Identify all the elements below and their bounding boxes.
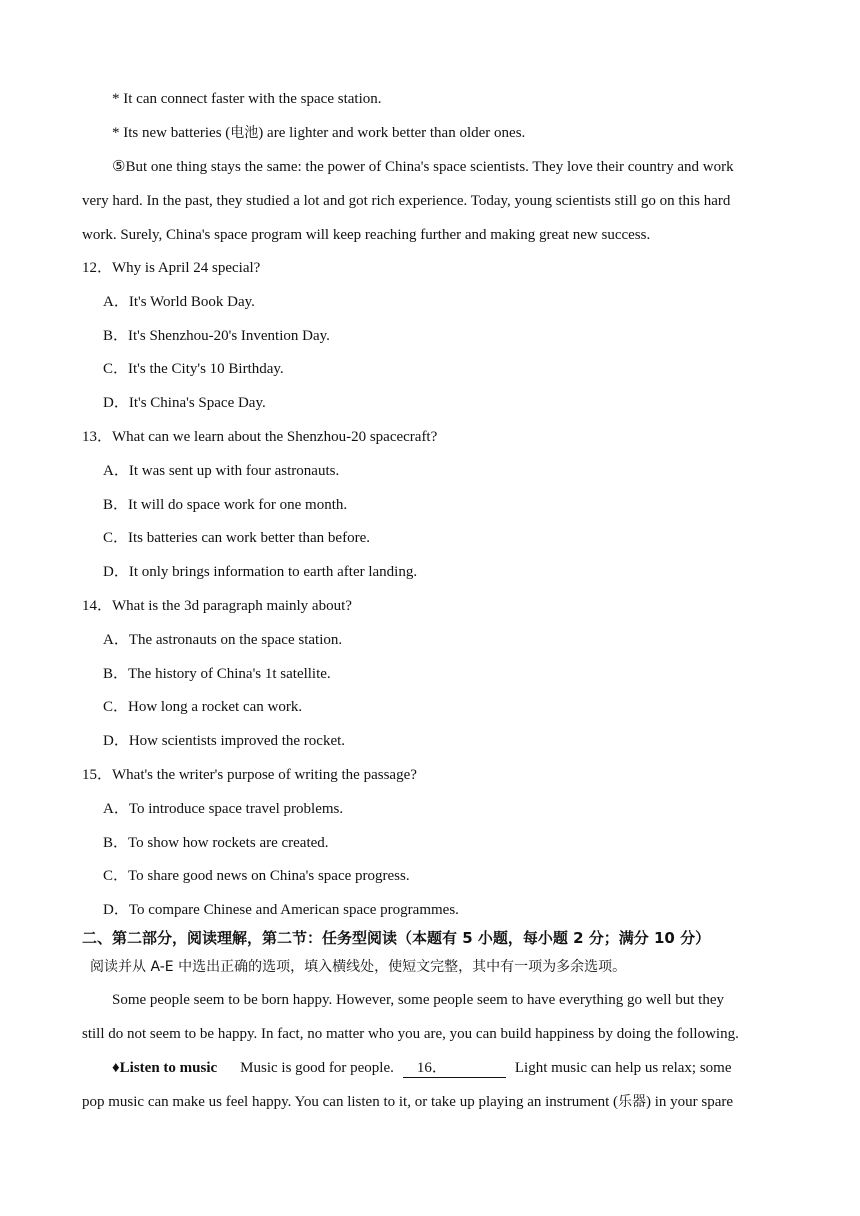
answer-option: A．The astronauts on the space station. (103, 632, 343, 648)
bullet-point (112, 89, 381, 109)
question-stem: 12．Why is April 24 special? (82, 260, 261, 276)
bullet-point (112, 123, 525, 143)
answer-option: B．The history of China's 1t satellite. (103, 666, 331, 682)
paragraph-line: still do not seem to be happy. In fact, no matter who you are, you can build happiness by doing the following. (82, 1026, 739, 1042)
answer-blank-16[interactable] (403, 1059, 506, 1078)
answer-option: A．It's World Book Day. (103, 294, 255, 310)
paragraph-line: Some people seem to be born happy. However, some people seem to have everything go well but they (112, 992, 725, 1008)
tip-text: Light music can help us relax; some (514, 1060, 732, 1076)
paragraph-line (82, 1092, 733, 1112)
section-heading: 二、第二部分，阅读理解，第二节：任务型阅读（本题有 5 小题，每小题 2 分；满分 10 分） (82, 929, 711, 947)
answer-option: B．It's Shenzhou-20's Invention Day. (103, 328, 330, 344)
question-stem: 13．What can we learn about the Shenzhou-20 spacecraft? (82, 429, 438, 445)
answer-option: D．It's China's Space Day. (103, 395, 266, 411)
answer-option: B．To show how rockets are created. (103, 835, 329, 851)
question-stem: 15．What's the writer's purpose of writing the passage? (82, 767, 417, 783)
bullet-text: * It can connect faster with the space station. (112, 91, 382, 107)
question-stem: 14．What is the 3d paragraph mainly about? (82, 598, 352, 614)
blank-number: 16． (416, 1060, 447, 1076)
answer-option: C．To share good news on China's space progress. (103, 868, 410, 884)
answer-option: D．To compare Chinese and American space programmes. (103, 902, 459, 918)
answer-option: D．How scientists improved the rocket. (103, 733, 346, 749)
answer-option: A．To introduce space travel problems. (103, 801, 344, 817)
answer-option: B．It will do space work for one month. (103, 497, 348, 513)
answer-option: A．It was sent up with four astronauts. (103, 463, 340, 479)
bullet-text: ) are lighter and work better than older ones. (258, 125, 526, 141)
chinese-gloss: 电池 (230, 125, 259, 141)
answer-option: D．It only brings information to earth after landing. (103, 564, 418, 580)
section-instruction: 阅读并从 A-E 中选出正确的选项，填入横线处，使短文完整，其中有一项为多余选项。 (90, 959, 627, 975)
bullet-text: * Its new batteries ( (112, 125, 231, 141)
paragraph-text: pop music can make us feel happy. You can listen to it, or take up playing an instrument ( (82, 1094, 619, 1110)
paragraph-line: work. Surely, China's space program will keep reaching further and making great new success. (82, 227, 651, 243)
answer-option: C．How long a rocket can work. (103, 699, 303, 715)
paragraph-line: ⑤But one thing stays the same: the power of China's space scientists. They love their country and work (112, 159, 734, 175)
paragraph-line: very hard. In the past, they studied a lot and got rich experience. Today, young scientists still go on this hard (82, 193, 731, 209)
answer-option: C．Its batteries can work better than before. (103, 530, 370, 546)
tip-text: Music is good for people. (240, 1060, 394, 1076)
answer-option: C．It's the City's 10 Birthday. (103, 361, 284, 377)
chinese-gloss: 乐器 (618, 1094, 647, 1110)
tip-line (112, 1058, 732, 1078)
tip-title: ♦Listen to music (112, 1060, 218, 1076)
paragraph-text: ) in your spare (646, 1094, 734, 1110)
